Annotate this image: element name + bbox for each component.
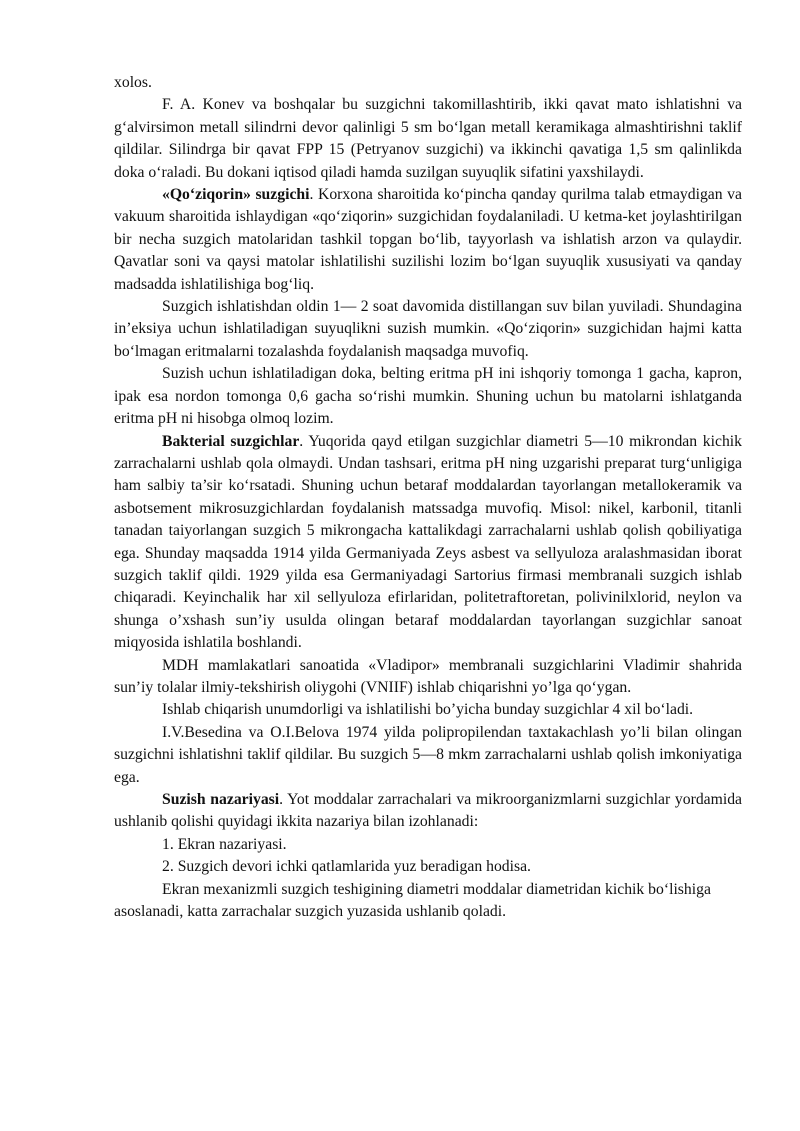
paragraph-text: I.V.Besedina va O.I.Belova 1974 yilda polipropilendan taxtakachlash yo’li bilan olingan suzgichni ishlatishni taklif qildilar. Bu suzgich 5—8 mkm zarrachalarni ushlab qolish imkoniyatiga ega. bbox=[114, 723, 742, 786]
paragraph-vladipor bbox=[114, 655, 742, 700]
paragraph-bacterial bbox=[114, 431, 742, 655]
paragraph-continuation bbox=[114, 72, 742, 94]
paragraph-theory bbox=[114, 789, 742, 834]
paragraph-ph bbox=[114, 363, 742, 430]
paragraph-four-types bbox=[114, 699, 742, 721]
paragraph-besedina bbox=[114, 722, 742, 789]
paragraph-text: xolos. bbox=[114, 74, 152, 91]
section-heading: Suzish nazariyasi bbox=[162, 791, 280, 808]
paragraph-text: . Yuqorida qayd etilgan suzgichlar diametri 5—10 mikrondan kichik zarrachalarni ushlab qola olmaydi. Undan tashsari, eritma pH ning uzgarishi preparat turg‘unligiga ham salbiy ta’sir ko‘rsatadi. Shuning uchun betaraf moddalardan tayorlangan metallokeramik va asbotsement mikrosuzgichlardan foydalanish matssadga muvofiq. Misol: nikel, karbonil, titanli tanadan taiyorlangan suzgich 5 mikrongacha kattalikdagi zarrachalarni ushlab qolish qobiliyatiga ega. Shunday maqsadda 1914 yilda Germaniyada Zeys asbest va sellyuloza aralashmasidan iborat suzgich taklif qildi. 1929 yilda esa Germaniyadagi Sartorius firmasi membranali suzgich ishlab chiqaradi. Keyinchalik har xil sellyuloza efirlaridan, politetraftoretan, polivinilxlorid, neylon va shunga o’xshash sun’iy usulda olingan betaraf moddalardan tayorlangan suzgichlar sanoat miqyosida ishlatila boshlandi. bbox=[114, 432, 743, 652]
section-heading: Bakterial suzgichlar bbox=[162, 432, 300, 450]
document-page bbox=[114, 72, 742, 923]
paragraph-text: Suzgich ishlatishdan oldin 1— 2 soat davomida distillangan suv bilan yuviladi. Shundagina in’eksiya uchun ishlatiladigan suyuqlikni suzish mumkin. «Qo‘ziqorin» suzgichidan hajmi katta bo‘lmagan eritmalarni tozalashda foydalanish maqsadga muvofiq. bbox=[114, 298, 742, 360]
list-item-text: 1. Ekran nazariyasi. bbox=[162, 835, 287, 853]
paragraph-text: Ishlab chiqarish unumdorligi va ishlatilishi bo’yicha bunday suzgichlar 4 xil bo‘ladi. bbox=[162, 701, 694, 719]
paragraph-qoziqorin bbox=[114, 184, 742, 296]
section-heading: «Qo‘ziqorin» suzgichi bbox=[162, 186, 310, 204]
paragraph-text: F. A. Konev va boshqalar bu suzgichni takomillashtirib, ikki qavat mato ishlatishni va g‘alvirsimon metall silindrni devor qalinligi 5 sm bo‘lgan metall keramikaga almashtirishni taklif qildilar. Silindrga bir qavat FPP 15 (Petryanov suzgichi) va ikkinchi qavatiga 1,5 sm qalinlikda doka o‘raladi. Bu dokani iqtisod qiladi hamda suzilgan suyuqlik sifatini yaxshilaydi. bbox=[114, 96, 742, 181]
list-item bbox=[114, 834, 742, 856]
paragraph-text: . Yot moddalar zarrachalari va mikroorganizmlarni suzgichlar yordamida ushlanib qolishi quyidagi ikkita nazariya bilan izohlanadi: bbox=[114, 791, 742, 831]
list-item-text: 2. Suzgich devori ichki qatlamlarida yuz beradigan hodisa. bbox=[162, 858, 531, 876]
list-item bbox=[114, 856, 742, 878]
paragraph-text: Suzish uchun ishlatiladigan doka, belting eritma pH ini ishqoriy tomonga 1 gacha, kapron, ipak esa nordon tomonga 0,6 gacha so‘rishi mumkin. Shuning uchun bu matolarni ishlatganda eritma pH ni hisobga olmoq lozim. bbox=[114, 365, 742, 428]
paragraph-washing bbox=[114, 296, 742, 363]
paragraph-text: MDH mamlakatlari sanoatida «Vladipor» membranali suzgichlarini Vladimir shahrida sun’iy tolalar ilmiy-tekshirish oliygohi (VNIIF) ishlab chiqarishni yo’lga qo‘ygan. bbox=[114, 656, 742, 696]
paragraph-screen-mechanism bbox=[114, 879, 742, 924]
paragraph-text: Ekran mexanizmli suzgich teshigining diametri moddalar diametridan kichik bo‘lishiga asoslanadi, katta zarrachalar suzgich yuzasida ushlanib qoladi. bbox=[114, 880, 711, 921]
paragraph-text: . Korxona sharoitida ko‘pincha qanday qurilma talab etmaydigan va vakuum sharoitida ishlaydigan «qo‘ziqorin» suzgichidan foydalaniladi. U ketma-ket joylashtirilgan bir necha suzgich matolaridan tashkil topgan bo‘lib, tayyorlash va ishlatish arzon va qulaydir. Qavatlar soni va qaysi matolar ishlatilishi suzilishi lozim bo‘lgan suyuqlik xususiyati va qanday madsadda ishlatilishiga bog‘liq. bbox=[114, 186, 742, 293]
paragraph-konev bbox=[114, 94, 742, 184]
